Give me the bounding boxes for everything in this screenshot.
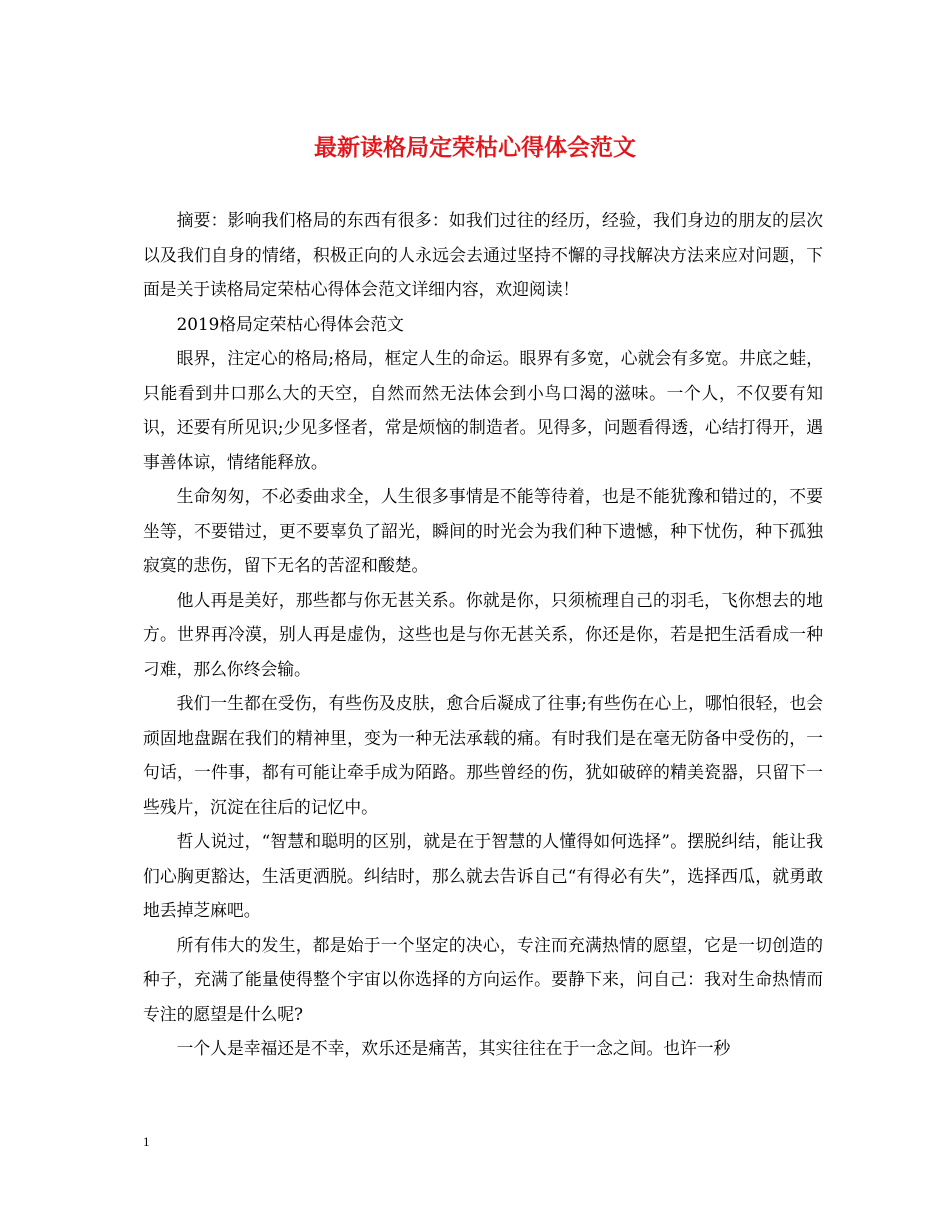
body-paragraph: 眼界，注定心的格局;格局，框定人生的命运。眼界有多宽，心就会有多宽。井底之蛙，只能看到井口那么大的天空，自然而然无法体会到小鸟口渴的滋味。一个人，不仅要有知识，还要有所见识;少见多怪者，常是烦恼的制造者。见得多，问题看得透，心结打得开，遇事善体谅，情绪能释放。 [143,348,823,472]
body-paragraph: 他人再是美好，那些都与你无甚关系。你就是你，只须梳理自己的羽毛，飞你想去的地方。世界再冷漠，别人再是虚伪，这些也是与你无甚关系，你还是你，若是把生活看成一种刁难，那么你终会输。 [143,589,823,679]
document-body [143,203,823,1066]
body-paragraph: 哲人说过，“智慧和聪明的区别，就是在于智慧的人懂得如何选择”。摆脱纠结，能让我们心胸更豁达，生活更洒脱。纠结时，那么就去告诉自己“有得必有失”，选择西瓜，就勇敢地丢掉芝麻吧。 [143,831,823,920]
body-paragraph: 所有伟大的发生，都是始于一个坚定的决心，专注而充满热情的愿望，它是一切创造的种子，充满了能量使得整个宇宙以你选择的方向运作。要静下来，问自己：我对生命热情而专注的愿望是什么呢? [143,934,823,1024]
page-number: 1 [143,1134,150,1149]
section-heading: 2019格局定荣枯心得体会范文 [176,313,404,334]
body-paragraph: 生命匆匆，不必委曲求全，人生很多事情是不能等待着，也是不能犹豫和错过的，不要坐等，不要错过，更不要辜负了韶光，瞬间的时光会为我们种下遗憾，种下忧伤，种下孤独寂寞的悲伤，留下无名的苦涩和酸楚。 [143,486,823,575]
abstract-paragraph: 摘要：影响我们格局的东西有很多：如我们过往的经历，经验，我们身边的朋友的层次以及我们自身的情绪，积极正向的人永远会去通过坚持不懈的寻找解决方法来应对问题，下面是关于读格局定荣枯心得体会范文详细内容，欢迎阅读！ [143,210,823,299]
body-paragraph: 一个人是幸福还是不幸，欢乐还是痛苦，其实往往在于一念之间。也许一秒 [176,1038,731,1058]
body-paragraph: 我们一生都在受伤，有些伤及皮肤，愈合后凝成了往事;有些伤在心上，哪怕很轻，也会顽固地盘踞在我们的精神里，变为一种无法承载的痛。有时我们是在毫无防备中受伤的，一句话，一件事，都有可能让牵手成为陌路。那些曾经的伤，犹如破碎的精美瓷器，只留下一些残片，沉淀在往后的记忆中。 [143,693,823,817]
document-title: 最新读格局定荣枯心得体会范文 [314,134,636,161]
